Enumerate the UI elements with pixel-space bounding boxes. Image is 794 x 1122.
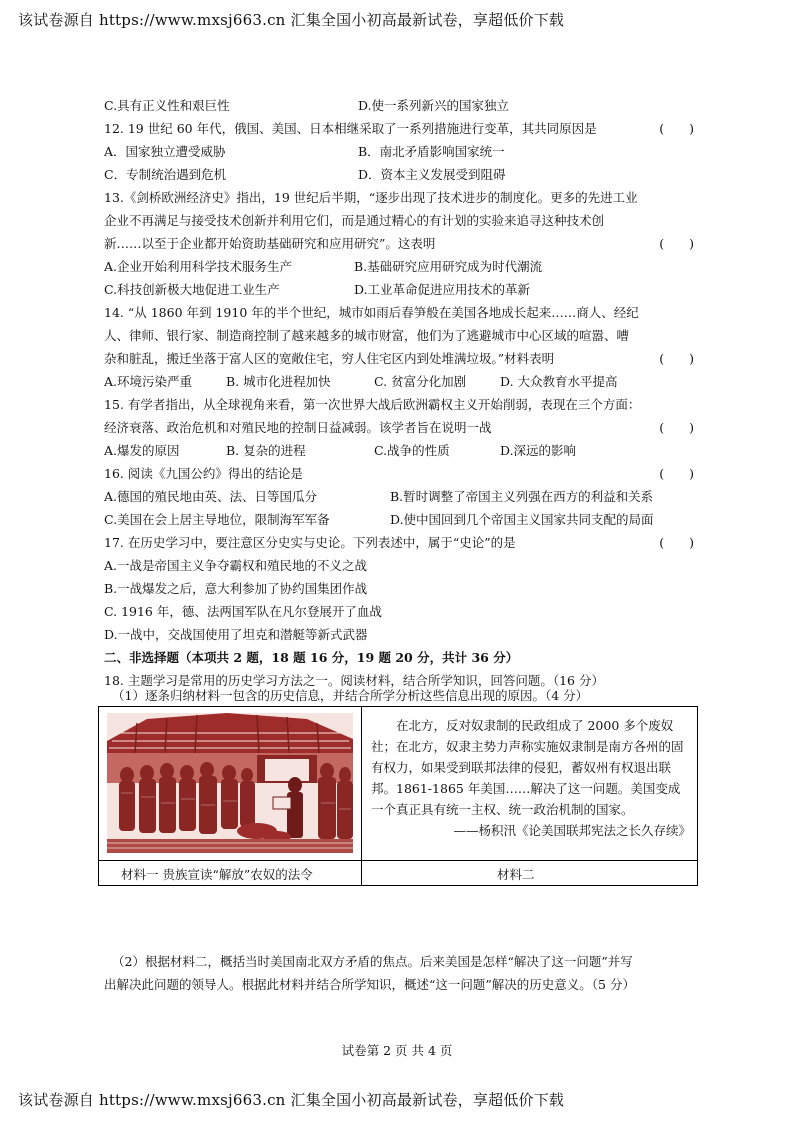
q13-option-c: C.科技创新极大地促进工业生产 [104, 282, 280, 297]
q18-sub2-line2: 出解决此问题的领导人。根据此材料并结合所学知识，概述“这一问题”解决的历史意义。（5 分） [104, 977, 635, 992]
q14-option-d: D. 大众教育水平提高 [500, 374, 618, 389]
q12-option-d: D．资本主义发展受到阻碍 [358, 167, 506, 182]
q14-option-c: C. 贫富分化加剧 [374, 374, 467, 389]
q14-answer-paren: ( ) [659, 351, 694, 366]
q14-line1: 14. “从 1860 年到 1910 年的半个世纪，城市如雨后春笋般在美国各地成长起来……商人、经纪 [104, 305, 639, 320]
q16-option-a: A.德国的殖民地由英、法、日等国瓜分 [104, 489, 318, 504]
q13-option-a: A.企业开始利用科学技术服务生产 [104, 259, 293, 274]
q13-line1: 13.《剑桥欧洲经济史》指出，19 世纪后半期，“逐步出现了技术进步的制度化。更多的先进工业 [104, 190, 638, 205]
material2-text: 在北方，反对奴隶制的民政组成了 2000 多个废奴社；在北方，奴隶主势力声称实施奴隶制是南方各州的固有权力，如果受到联邦法律的侵犯，蓄奴州有权退出联邦。1861-1865 年美国……解决了这一问题。美国变成一个真正具有统一主权、统一政治机制的国家。 [371, 718, 684, 817]
q15-line2-text: 经济衰落、政治危机和对殖民地的控制日益减弱。该学者旨在说明一战 [104, 420, 492, 435]
q17-option-d: D.一战中，交战国使用了坦克和潜艇等新式武器 [104, 627, 368, 642]
q13-line3-text: 新……以至于企业都开始资助基础研究和应用研究”。这表明 [104, 236, 436, 251]
q15-option-b: B. 复杂的进程 [226, 443, 306, 458]
q17-answer-paren: ( ) [659, 535, 694, 550]
q15-option-d: D.深远的影响 [500, 443, 577, 458]
q14-line3 [104, 351, 694, 367]
q16-stem [104, 466, 694, 482]
q18-sub2-line1: （2）根据材料二，概括当时美国南北双方矛盾的焦点。后来美国是怎样“解决了这一问题”并写 [112, 954, 633, 969]
source-banner-top: 该试卷源自 https://www.mxsj663.cn 汇集全国小初高最新试卷，享超低价下载 [18, 11, 565, 29]
material2-caption: 材料二 [497, 867, 535, 882]
q15-line2 [104, 420, 694, 436]
q13-option-b: B.基础研究应用研究成为时代潮流 [354, 259, 543, 274]
q13-line3 [104, 236, 694, 252]
q14-line3-text: 杂和脏乱，搬迁坐落于富人区的宽敞住宅，穷人住宅区内到处堆满垃圾。”材料表明 [104, 351, 555, 366]
q16-option-d: D.使中国回到几个帝国主义国家共同支配的局面 [390, 512, 654, 527]
q17-stem [104, 535, 694, 551]
engraving-illustration [107, 713, 353, 853]
q17-option-c: C. 1916 年，德、法两国军队在凡尔登展开了血战 [104, 604, 382, 619]
section-2-title: 二、非选择题（本项共 2 题，18 题 16 分，19 题 20 分，共计 36 分） [104, 650, 519, 665]
q16-option-c: C.美国在会上居主导地位，限制海军军备 [104, 512, 330, 527]
material1-caption: 材料一 贵族宣读“解放”农奴的法令 [121, 867, 313, 882]
q14-line2: 人、律师、银行家、制造商控制了越来越多的城市财富，他们为了逃避城市中心区域的喧嚣、嘈 [104, 328, 630, 343]
q15-option-c: C.战争的性质 [374, 443, 450, 458]
q12-option-a: A．国家独立遭受威胁 [104, 144, 226, 159]
page-number-footer: 试卷第 2 页 共 4 页 [341, 1043, 453, 1058]
q17-option-b: B.一战爆发之后，意大利参加了协约国集团作战 [104, 581, 368, 596]
material2-passage [371, 715, 691, 841]
q11-option-c: C.具有正义性和艰巨性 [104, 98, 230, 113]
q14-option-b: B. 城市化进程加快 [226, 374, 331, 389]
q17-stem-text: 17. 在历史学习中，要注意区分史实与史论。下列表述中，属于“史论”的是 [104, 535, 516, 550]
q15-line1: 15. 有学者指出，从全球视角来看，第一次世界大战后欧洲霸权主义开始削弱，表现在三个方面： [104, 397, 641, 412]
material2-source: ——杨积汛《论美国联邦宪法之长久存续》 [453, 823, 691, 838]
q18-sub1: （1）逐条归纳材料一包含的历史信息，并结合所学分析这些信息出现的原因。（4 分） [112, 688, 589, 703]
material1-engraving-image [107, 713, 353, 853]
q12-answer-paren: ( ) [659, 121, 694, 136]
table-divider-horizontal [99, 860, 697, 861]
q16-answer-paren: ( ) [659, 466, 694, 481]
q12-stem [104, 121, 694, 137]
q13-option-d: D.工业革命促进应用技术的革新 [354, 282, 531, 297]
q15-option-a: A.爆发的原因 [104, 443, 180, 458]
q17-option-a: A.一战是帝国主义争夺霸权和殖民地的不义之战 [104, 558, 368, 573]
q11-option-d: D.使一系列新兴的国家独立 [358, 98, 510, 113]
q13-line2: 企业不再满足与接受技术创新并利用它们，而是通过精心的有计划的实验来追寻这种技术创 [104, 213, 605, 228]
q12-option-b: B．南北矛盾影响国家统一 [358, 144, 505, 159]
q12-option-c: C．专制统治遇到危机 [104, 167, 227, 182]
material-table [98, 706, 698, 886]
source-banner-bottom: 该试卷源自 https://www.mxsj663.cn 汇集全国小初高最新试卷，享超低价下载 [18, 1091, 565, 1109]
table-divider-vertical [361, 707, 362, 885]
q16-option-b: B.暂时调整了帝国主义列强在西方的利益和关系 [390, 489, 654, 504]
q18-stem: 18. 主题学习是常用的历史学习方法之一。阅读材料，结合所学知识，回答问题。（16 分） [104, 673, 604, 688]
q13-answer-paren: ( ) [659, 236, 694, 251]
q15-answer-paren: ( ) [659, 420, 694, 435]
q16-stem-text: 16. 阅读《九国公约》得出的结论是 [104, 466, 303, 481]
q12-stem-text: 12. 19 世纪 60 年代，俄国、美国、日本相继采取了一系列措施进行变革，其共同原因是 [104, 121, 597, 136]
q14-option-a: A.环境污染严重 [104, 374, 193, 389]
